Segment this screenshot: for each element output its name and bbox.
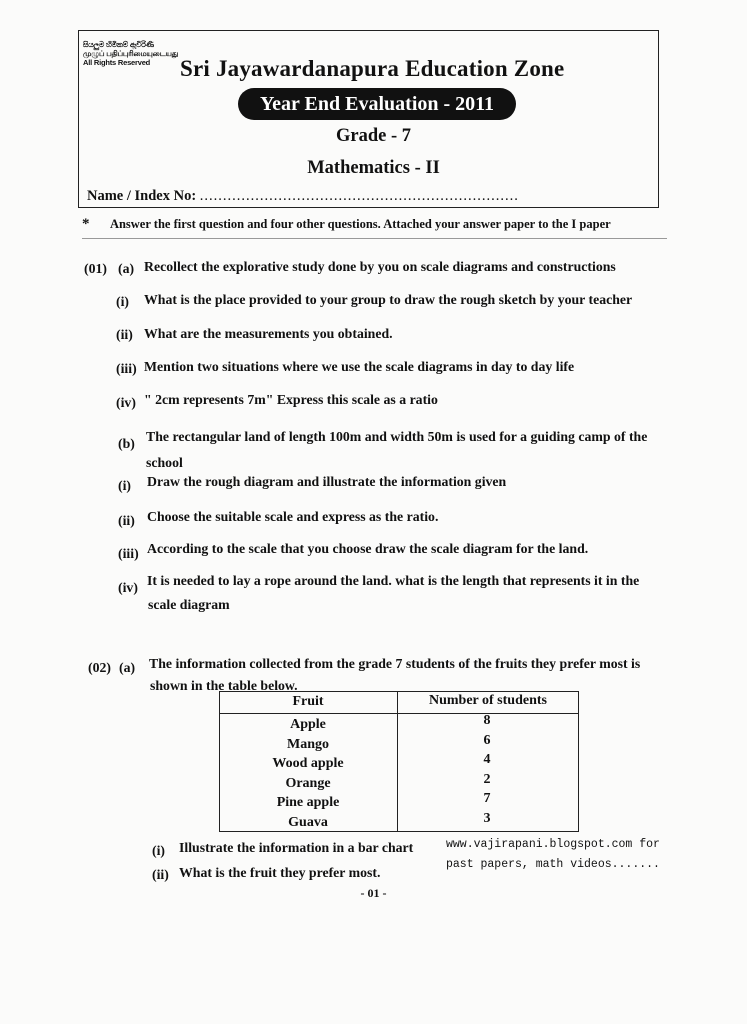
q1b-item-label: (ii) (118, 513, 135, 528)
q1a-item-label: (iii) (116, 361, 137, 376)
blog-url-line: www.vajirapani.blogspot.com for (446, 838, 660, 851)
q1a-item-text: Mention two situations where we use the scale diagrams in day to day life (144, 359, 575, 374)
blog-note (446, 835, 666, 875)
zone-title: Sri Jayawardanapura Education Zone (180, 56, 565, 81)
rights-sinhala: සියලුම හිමිකම් ඇවිරිණි (83, 40, 154, 49)
evaluation-banner: Year End Evaluation - 2011 (238, 88, 516, 120)
q1-number: (01) (84, 261, 107, 276)
q1b-text-cont: school (146, 455, 183, 470)
q1b-item-text: Draw the rough diagram and illustrate the information given (147, 474, 507, 489)
q2a-text: The information collected from the grade 7 students of the fruits they prefer most is (149, 656, 641, 671)
table-cell-count: 2 (483, 771, 491, 787)
q2a-text-cont: shown in the table below. (150, 678, 298, 693)
table-cell-count: 7 (483, 791, 491, 806)
q2a-item-text: Illustrate the information in a bar chart (179, 840, 414, 855)
table-cell-fruit: Mango (287, 736, 329, 752)
q1b-item-text: Choose the suitable scale and express as the ratio. (147, 509, 439, 524)
q1a-item-text: What are the measurements you obtained. (144, 326, 393, 341)
q1a-item-text: " 2cm represents 7m" Express this scale as a ratio (144, 392, 438, 407)
q1b-item-label: (iv) (118, 580, 138, 595)
grade-heading: Grade - 7 (335, 126, 411, 146)
table-cell-count: 6 (483, 732, 491, 748)
table-cell-fruit: Orange (285, 775, 331, 791)
table-cell-count: 4 (483, 752, 491, 767)
q2-number: (02) (88, 660, 111, 675)
table-cell-fruit: Wood apple (272, 756, 344, 771)
q1b-item-text: According to the scale that you choose draw the scale diagram for the land. (147, 541, 589, 556)
instruction-text: Answer the first question and four other questions. Attached your answer paper to the I paper (109, 217, 611, 231)
page-number: - 01 - (360, 886, 387, 900)
q1a-item-label: (iv) (116, 395, 136, 410)
rights-english: All Rights Reserved (83, 58, 151, 67)
q1a-item-label: (ii) (116, 327, 133, 342)
table-header-fruit: Fruit (292, 694, 324, 709)
q1b-item-text: It is needed to lay a rope around the land. what is the length that represents it in the (147, 573, 640, 588)
q1b-item-label: (iii) (118, 546, 139, 561)
asterisk-icon: * (82, 216, 90, 232)
table-fruit-column (219, 715, 397, 832)
q2a-item-text: What is the fruit they prefer most. (179, 865, 381, 880)
q2a-item-label: (ii) (152, 867, 169, 882)
table-cell-count: 8 (483, 713, 491, 728)
q1a-item-label: (i) (116, 294, 130, 309)
name-index-blank: ..................................................................... (199, 188, 519, 204)
q2a-item-label: (i) (152, 843, 166, 858)
blog-desc-line: past papers, math videos....... (446, 858, 660, 871)
q1b-item-text-cont: scale diagram (148, 597, 230, 612)
q2a-label: (a) (119, 660, 136, 675)
rights-reserved-notice (83, 40, 193, 67)
table-cell-fruit: Pine apple (276, 795, 340, 810)
divider (82, 238, 667, 239)
table-header-students: Number of students (429, 693, 547, 708)
q1b-label: (b) (118, 436, 135, 451)
table-cell-fruit: Apple (290, 717, 326, 732)
q1b-item-label: (i) (118, 478, 132, 493)
q1a-text: Recollect the explorative study done by you on scale diagrams and constructions (144, 259, 616, 274)
subject-heading: Mathematics - II (307, 158, 440, 178)
q1a-label: (a) (118, 261, 135, 276)
table-count-column (397, 711, 577, 828)
name-index-line (87, 188, 519, 205)
rights-tamil: முழுப் பதிப்புரிமையுடையது (83, 49, 179, 58)
instruction (82, 216, 611, 233)
q1a-item-text: What is the place provided to your group to draw the rough sketch by your teacher (144, 292, 633, 307)
q1b-text: The rectangular land of length 100m and width 50m is used for a guiding camp of the (146, 429, 648, 444)
table-cell-count: 3 (483, 810, 491, 826)
table-cell-fruit: Guava (288, 814, 328, 830)
name-index-label: Name / Index No: (87, 188, 197, 204)
